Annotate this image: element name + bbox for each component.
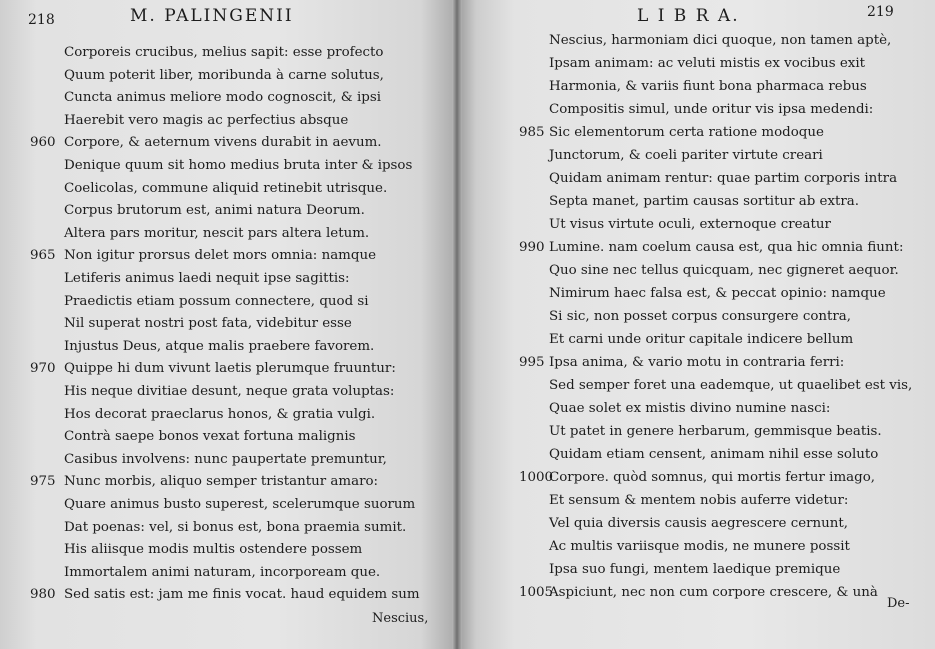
left-text-line: Casibus involvens: nunc paupertate premuntur, xyxy=(64,451,387,467)
left-text-line: Quare animus busto superest, scelerumque suorum xyxy=(64,497,416,512)
right-text-line: Quae solet ex mistis divino numine nasci: xyxy=(549,401,831,416)
right-text-line: Nimirum haec falsa est, & peccat opinio: namque xyxy=(549,286,886,301)
left-text-line: Altera pars moritur, nescit pars altera letum. xyxy=(64,225,370,241)
right-text-line: Aspiciunt, nec non cum corpore crescere, & unà xyxy=(549,585,878,600)
right-text-line: Septa manet, partim causas sortitur ab extra. xyxy=(549,194,860,209)
right-page xyxy=(457,0,935,649)
left-text-line: Hos decorat praeclarus honos, & gratia vulgi. xyxy=(64,406,376,422)
left-text-line: Corpore, & aeternum vivens durabit in aevum. xyxy=(64,135,382,151)
right-running-head: L I B R A. xyxy=(637,6,740,26)
left-running-head: M. PALINGENII xyxy=(130,6,294,26)
left-line-number: 960 xyxy=(30,135,56,151)
left-text-line: Cuncta animus meliore modo cognoscit, & ipsi xyxy=(64,90,381,106)
left-text-line: Injustus Deus, atque malis praebere favorem. xyxy=(64,338,375,354)
right-text-line: Si sic, non posset corpus consurgere contra, xyxy=(549,309,852,324)
left-line-number: 975 xyxy=(30,474,56,490)
left-text-line: His neque divitiae desunt, neque grata voluptas: xyxy=(64,384,395,399)
left-line-number: 970 xyxy=(30,361,56,377)
left-catchword: Nescius, xyxy=(372,611,429,626)
left-text-line: Corporeis crucibus, melius sapit: esse profecto xyxy=(64,45,384,60)
right-line-number: 1000 xyxy=(519,470,554,485)
right-text-line: Quo sine nec tellus quicquam, nec gigneret aequor. xyxy=(549,263,899,278)
left-text-line: Corpus brutorum est, animi natura Deorum. xyxy=(64,203,365,219)
right-text-line: Junctorum, & coeli pariter virtute creari xyxy=(549,148,823,163)
right-text-line: Et sensum & mentem nobis auferre videtur: xyxy=(549,493,849,508)
right-line-number: 995 xyxy=(519,355,545,370)
left-text-line: Coelicolas, commune aliquid retinebit utrisque. xyxy=(64,180,388,196)
right-text-line: Ut visus virtute oculi, externoque creatur xyxy=(549,217,831,232)
right-text-line: Ipsa anima, & vario motu in contraria ferri: xyxy=(549,355,845,370)
left-text-line: Nil superat nostri post fata, videbitur esse xyxy=(64,316,352,332)
left-text-line: Immortalem animi naturam, incorpoream que. xyxy=(64,564,381,580)
left-text-line: Praedictis etiam possum connectere, quod si xyxy=(64,293,369,309)
right-text-line: Ipsam animam: ac veluti mistis ex vocibus exit xyxy=(549,56,866,71)
left-text-line: Quippe hi dum vivunt laetis plerumque fruuntur: xyxy=(64,361,396,377)
right-text-line: Harmonia, & variis fiunt bona pharmaca rebus xyxy=(549,79,867,94)
right-catchword: De- xyxy=(887,596,910,611)
right-text-line: Quidam etiam censent, animam nihil esse soluto xyxy=(549,447,879,462)
left-page-number: 218 xyxy=(28,12,55,28)
left-text-line: Non igitur prorsus delet mors omnia: namque xyxy=(64,248,376,264)
left-text-line: His aliisque modis multis ostendere possem xyxy=(64,542,363,558)
right-text-line: Ut patet in genere herbarum, gemmisque beatis. xyxy=(549,424,882,439)
right-text-line: Ipsa suo fungi, mentem laedique premique xyxy=(549,562,841,577)
left-text-line: Denique quum sit homo medius bruta inter & ipsos xyxy=(64,158,413,173)
left-line-number: 965 xyxy=(30,248,56,264)
right-text-line: Lumine. nam coelum causa est, qua hic omnia fiunt: xyxy=(549,240,904,255)
right-line-number: 985 xyxy=(519,125,545,140)
left-line-number: 980 xyxy=(30,587,56,603)
right-text-line: Sed semper foret una eademque, ut quaelibet est vis, xyxy=(549,378,913,393)
right-line-number: 1005 xyxy=(519,585,554,600)
left-text-line: Haerebit vero magis ac perfectius absque xyxy=(64,112,349,128)
right-page-number: 219 xyxy=(867,4,894,20)
right-text-line: Corpore. quòd somnus, qui mortis fertur imago, xyxy=(549,470,876,485)
right-text-line: Sic elementorum certa ratione modoque xyxy=(549,125,824,140)
left-text-line: Dat poenas: vel, si bonus est, bona praemia sumit. xyxy=(64,519,407,535)
left-page xyxy=(0,0,457,649)
left-text-line: Nunc morbis, aliquo semper tristantur amaro: xyxy=(64,474,379,490)
right-text-line: Vel quia diversis causis aegrescere cernunt, xyxy=(549,516,849,531)
left-text-line: Sed satis est: jam me finis vocat. haud equidem sum xyxy=(64,587,420,603)
book-gutter xyxy=(452,0,462,649)
right-text-line: Nescius, harmoniam dici quoque, non tamen aptè, xyxy=(549,33,892,48)
left-text-line: Letiferis animus laedi nequit ipse sagittis: xyxy=(64,271,350,286)
left-text-line: Quum poterit liber, moribunda à carne solutus, xyxy=(64,67,384,83)
right-text-line: Et carni unde oritur capitale indicere bellum xyxy=(549,332,854,347)
right-text-line: Compositis simul, unde oritur vis ipsa medendi: xyxy=(549,102,874,117)
right-line-number: 990 xyxy=(519,240,545,255)
right-text-line: Ac multis variisque modis, ne munere possit xyxy=(549,539,850,554)
right-text-line: Quidam animam rentur: quae partim corporis intra xyxy=(549,171,898,186)
left-text-line: Contrà saepe bonos vexat fortuna malignis xyxy=(64,429,356,445)
